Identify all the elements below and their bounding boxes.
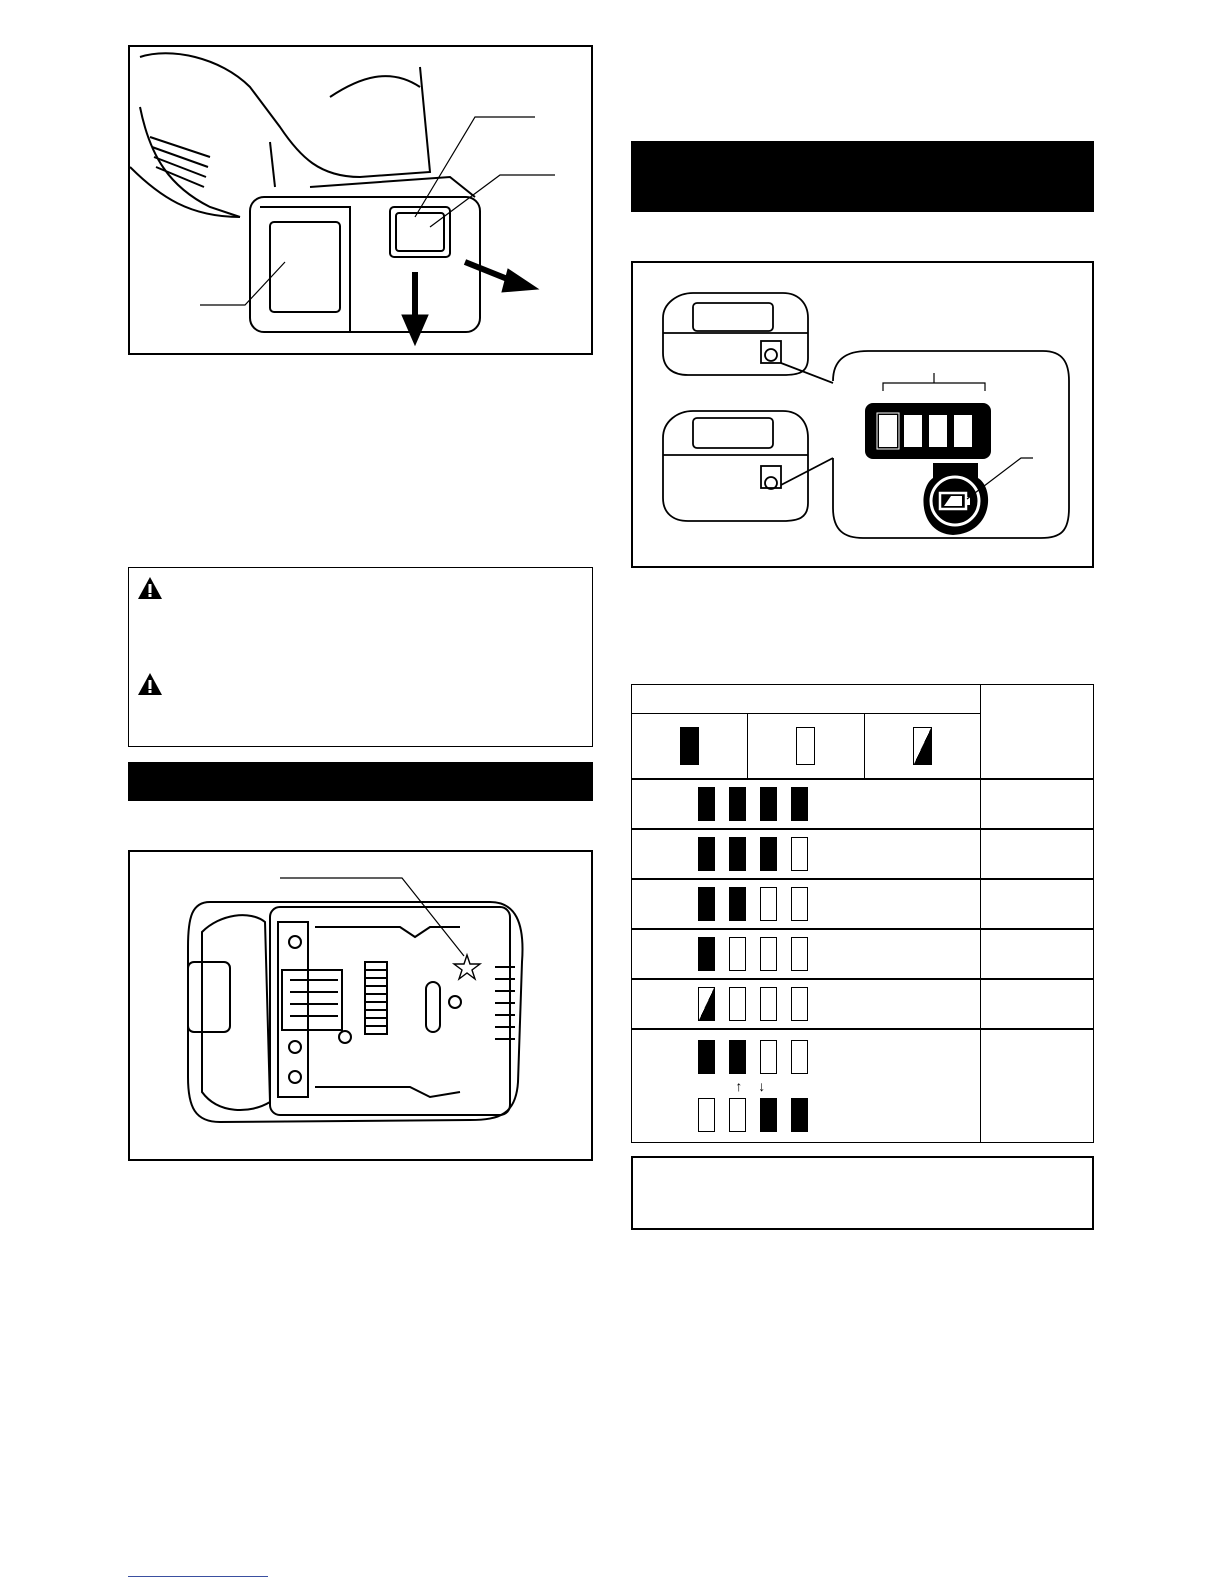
capacity-cell [980, 1029, 1093, 1143]
lamp-icon [791, 987, 808, 1021]
lamp-icon [698, 837, 715, 871]
table-row [632, 779, 1094, 829]
lamp-icon [729, 937, 746, 971]
lamp-blinking-icon [913, 727, 932, 765]
table-header-capacity-cell [980, 685, 1093, 780]
warning-box [128, 567, 593, 747]
capacity-cell [980, 879, 1093, 929]
lamp-icon [760, 887, 777, 921]
lamp-icon [791, 887, 808, 921]
lamp-icon [698, 937, 715, 971]
note-box [631, 1156, 1094, 1230]
footer-link[interactable] [128, 1576, 268, 1577]
battery-removal-drawing [130, 47, 591, 353]
legend-on-cell [632, 714, 748, 780]
lamp-icon [760, 1040, 777, 1074]
lamp-off-icon [796, 727, 815, 765]
lamp-icon [760, 1098, 777, 1132]
lamp-icon [791, 837, 808, 871]
alternating-arrows: ↑ ↓ [735, 1078, 772, 1094]
table-row [632, 829, 1094, 879]
lamp-icon [729, 1040, 746, 1074]
lamp-icon [760, 937, 777, 971]
legend-off-cell [748, 714, 864, 780]
lamp-icon [760, 987, 777, 1021]
capacity-cell [980, 779, 1093, 829]
lamp-icon [729, 787, 746, 821]
table-row [632, 979, 1094, 1029]
section-heading-bar-left [128, 762, 593, 801]
warning-triangle-icon [137, 576, 163, 600]
legend-blink-cell [864, 714, 980, 780]
lamp-on-icon [680, 727, 699, 765]
lamp-icon [729, 1098, 746, 1132]
capacity-cell [980, 929, 1093, 979]
table-header-row [632, 685, 1094, 714]
lamp-icon [698, 787, 715, 821]
lamp-icon [698, 1040, 715, 1074]
capacity-cell [980, 979, 1093, 1029]
table-header-cell [632, 685, 981, 714]
lamp-icon [729, 887, 746, 921]
lamp-icon [791, 1098, 808, 1132]
lamp-icon [698, 887, 715, 921]
figure-battery-removal [128, 45, 593, 355]
warning-triangle-icon [137, 672, 163, 696]
lamp-icon [791, 1040, 808, 1074]
lamp-state-cell [632, 929, 981, 979]
figure-remaining-capacity [631, 261, 1094, 568]
lamp-icon [760, 787, 777, 821]
lamp-icon [791, 787, 808, 821]
lamp-state-cell [632, 879, 981, 929]
capacity-cell [980, 829, 1093, 879]
lamp-icon [698, 987, 715, 1021]
battery-star-drawing [130, 852, 591, 1159]
table-row [632, 1029, 1094, 1143]
section-heading-bar-right [631, 141, 1094, 212]
table-row [632, 929, 1094, 979]
lamp-icon [729, 837, 746, 871]
lamp-state-cell [632, 1029, 981, 1143]
capacity-indicator-drawing [633, 263, 1092, 566]
lamp-icon [760, 837, 777, 871]
lamp-state-cell [632, 979, 981, 1029]
star-marking-icon [454, 955, 480, 979]
lamp-state-cell [632, 829, 981, 879]
lamp-icon [791, 937, 808, 971]
indicator-lamp-table [631, 684, 1094, 1143]
lamp-icon [698, 1098, 715, 1132]
lamp-state-cell [632, 779, 981, 829]
figure-battery-star-marking [128, 850, 593, 1161]
table-row [632, 879, 1094, 929]
lamp-icon [729, 987, 746, 1021]
